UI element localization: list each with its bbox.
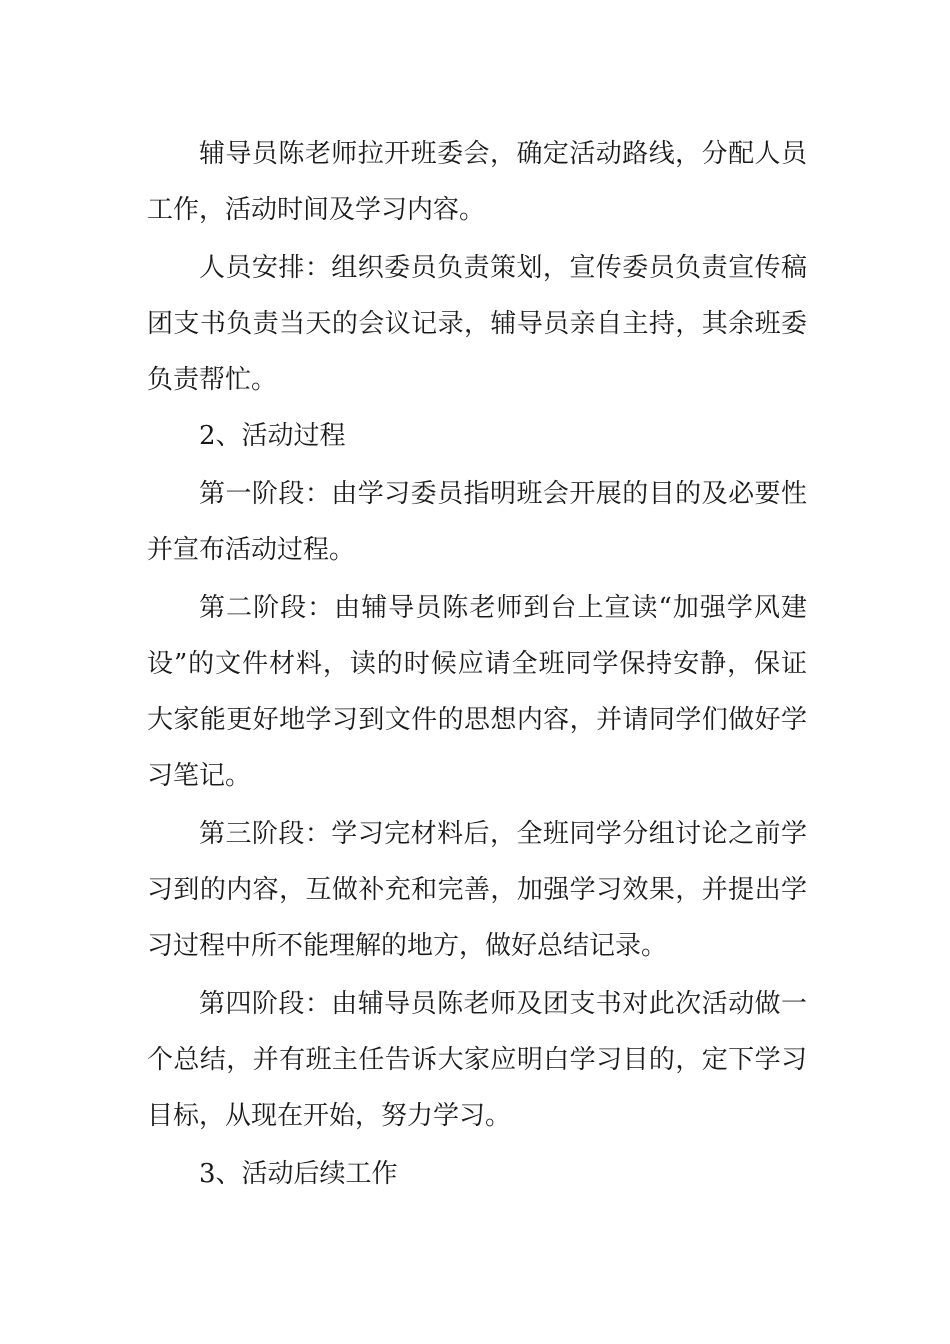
paragraph-6-line-3: 目标，从现在开始，努力学习。 (147, 1101, 512, 1131)
paragraph-2-line-1: 人员安排：组织委员负责策划，宣传委员负责宣传稿 (199, 253, 807, 283)
paragraph-3-line-1: 第一阶段：由学习委员指明班会开展的目的及必要性 (199, 479, 807, 509)
paragraph-1-line-2: 工作，活动时间及学习内容。 (147, 195, 486, 225)
paragraph-4-line-1: 第二阶段：由辅导员陈老师到台上宣读“加强学风建 (199, 593, 807, 623)
paragraph-4-line-4: 习笔记。 (147, 761, 252, 791)
section-heading-3: 3、活动后续工作 (199, 1159, 398, 1189)
paragraph-1-line-1: 辅导员陈老师拉开班委会，确定活动路线，分配人员 (199, 139, 807, 169)
paragraph-5-line-2: 习到的内容，互做补充和完善，加强学习效果，并提出学 (147, 875, 807, 905)
paragraph-6-line-1: 第四阶段：由辅导员陈老师及团支书对此次活动做一 (199, 989, 807, 1019)
section-heading-2: 2、活动过程 (199, 421, 346, 451)
paragraph-6-line-2: 个总结，并有班主任告诉大家应明白学习目的，定下学习 (147, 1045, 807, 1075)
paragraph-5-line-3: 习过程中所不能理解的地方，做好总结记录。 (147, 931, 668, 961)
paragraph-4-line-3: 大家能更好地学习到文件的思想内容，并请同学们做好学 (147, 705, 807, 735)
paragraph-2-line-3: 负责帮忙。 (147, 365, 278, 395)
paragraph-2-line-2: 团支书负责当天的会议记录，辅导员亲自主持，其余班委 (147, 309, 807, 339)
paragraph-5-line-1: 第三阶段：学习完材料后，全班同学分组讨论之前学 (199, 819, 807, 849)
paragraph-3-line-2: 并宣布活动过程。 (147, 535, 356, 565)
paragraph-4-line-2: 设”的文件材料，读的时候应请全班同学保持安静，保证 (147, 649, 807, 679)
